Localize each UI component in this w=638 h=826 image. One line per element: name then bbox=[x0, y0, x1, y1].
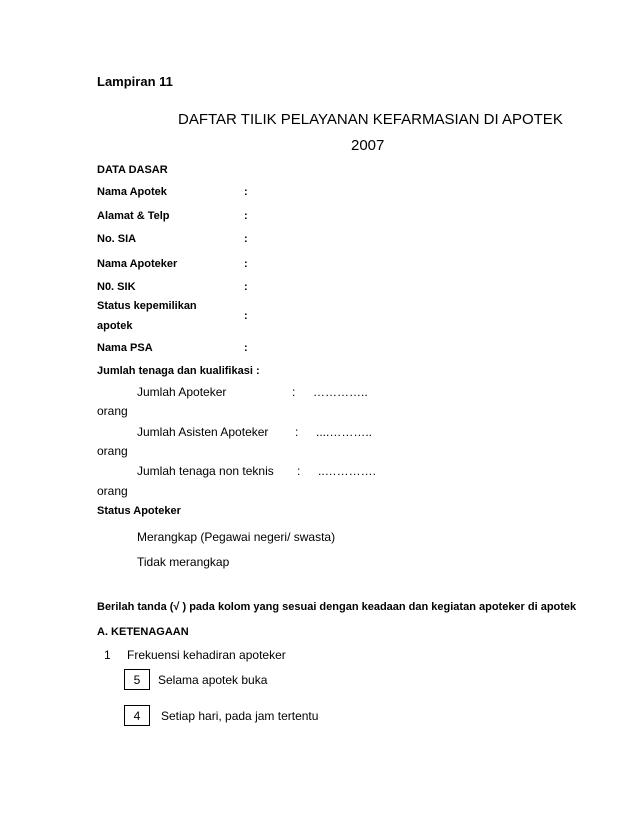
status-option-tidak-merangkap: Tidak merangkap bbox=[137, 555, 230, 569]
status-option-merangkap: Merangkap (Pegawai negeri/ swasta) bbox=[137, 530, 336, 544]
instruction-text: Berilah tanda (√ ) pada kolom yang sesuai dengan keadaan dan kegiatan apoteker di apotek bbox=[97, 601, 577, 613]
field-colon: : bbox=[244, 281, 248, 293]
jumlah-apoteker-label: Jumlah Apoteker bbox=[137, 385, 227, 399]
jumlah-apoteker-dots: ………….. bbox=[313, 385, 368, 399]
jumlah-heading: Jumlah tenaga dan kualifikasi : bbox=[97, 365, 260, 377]
jumlah-non-teknis-label: Jumlah tenaga non teknis bbox=[137, 464, 274, 478]
data-dasar-heading: DATA DASAR bbox=[97, 164, 168, 176]
page-year: 2007 bbox=[351, 137, 385, 154]
field-label-status-kepemilikan: Status kepemilikan bbox=[97, 300, 197, 312]
jumlah-asisten-unit: orang bbox=[97, 444, 128, 458]
jumlah-non-teknis-dots: ..…………. bbox=[318, 464, 377, 478]
field-colon: : bbox=[244, 233, 248, 245]
jumlah-non-teknis-unit: orang bbox=[97, 484, 128, 498]
field-label-status-kepemilikan-line2: apotek bbox=[97, 320, 133, 332]
field-colon: : bbox=[244, 342, 248, 354]
field-colon: : bbox=[244, 258, 248, 270]
score-box: 5 bbox=[124, 669, 150, 690]
field-label-nama-psa: Nama PSA bbox=[97, 342, 153, 354]
page-title: DAFTAR TILIK PELAYANAN KEFARMASIAN DI APOTEK bbox=[178, 111, 563, 128]
field-label-nama-apoteker: Nama Apoteker bbox=[97, 258, 178, 270]
option-setiap-hari: Setiap hari, pada jam tertentu bbox=[161, 709, 319, 723]
field-colon: : bbox=[297, 464, 301, 478]
field-label-nama-apotek: Nama Apotek bbox=[97, 186, 167, 198]
option-selama-apotek-buka: Selama apotek buka bbox=[158, 673, 268, 687]
jumlah-asisten-dots: ....……….. bbox=[316, 425, 373, 439]
field-label-alamat: Alamat & Telp bbox=[97, 210, 170, 222]
jumlah-apoteker-unit: orang bbox=[97, 404, 128, 418]
field-label-no-sik: N0. SIK bbox=[97, 281, 136, 293]
lampiran-label: Lampiran 11 bbox=[97, 74, 173, 89]
field-colon: : bbox=[292, 385, 296, 399]
field-colon: : bbox=[295, 425, 299, 439]
field-colon: : bbox=[244, 186, 248, 198]
section-a-heading: A. KETENAGAAN bbox=[97, 626, 189, 638]
jumlah-asisten-label: Jumlah Asisten Apoteker bbox=[137, 425, 269, 439]
field-label-no-sia: No. SIA bbox=[97, 233, 137, 245]
score-box: 4 bbox=[124, 705, 150, 726]
question-number: 1 bbox=[104, 648, 111, 662]
field-colon: : bbox=[244, 210, 248, 222]
field-colon: : bbox=[244, 310, 248, 322]
question-text: Frekuensi kehadiran apoteker bbox=[127, 648, 286, 662]
status-apoteker-heading: Status Apoteker bbox=[97, 505, 181, 517]
